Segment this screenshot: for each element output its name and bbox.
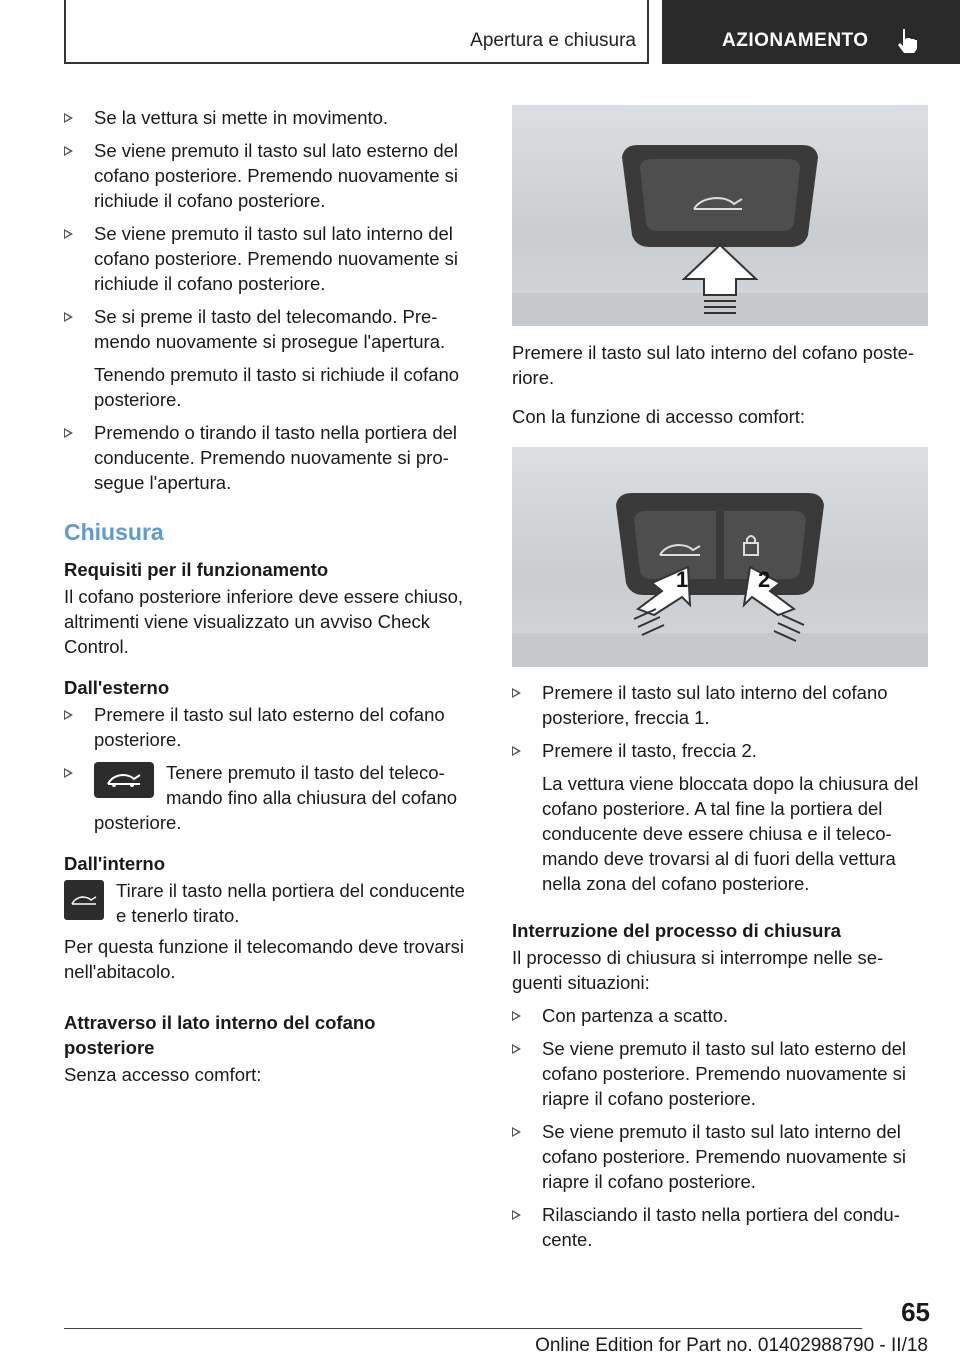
list-item-text: Tenere premuto il tasto del teleco- mando fino alla chiusura del cofano posteriore. [94,762,458,833]
list-item-text: Rilasciando il tasto nella portiera del condu- cente. [542,1204,900,1250]
page-number: 65 [901,1297,930,1327]
list-item-text: Se viene premuto il tasto sul lato interno del cofano posteriore. Premendo nuovamente si richiude il cofano posteriore. [94,223,459,294]
footer-edition: Online Edition for Part no. 01402988790 - II/18 [535,1335,928,1356]
list-item [512,1003,932,1028]
bullet-triangle-icon [512,746,521,756]
interrupt-text: Il processo di chiusura si interrompe nelle se- guenti situazioni: [512,947,884,993]
bullet-triangle-icon [64,113,73,123]
list-item-note: La vettura viene bloccata dopo la chiusura del cofano posteriore. A tal fine la portiera del conducente deve essere chiusa e il teleco- mando deve trovarsi al di fuori della vettura nella zona del cofano posteriore. [542,773,919,894]
inside-note: Per questa funzione il telecomando deve trovarsi nell'abitacolo. [64,936,465,982]
bullet-triangle-icon [64,312,73,322]
list-item [512,1119,932,1194]
bullet-triangle-icon [64,146,73,156]
bullet-triangle-icon [512,1210,521,1220]
trunk-button-photo [512,105,928,326]
list-item [64,138,479,213]
list-item [64,702,479,752]
subheading-interrupt: Interruzione del processo di chiusura [512,920,841,941]
header-section-title: Apertura e chiusura [470,30,636,51]
list-item-text: Se la vettura si mette in movimento. [94,107,389,128]
list-item-text: Premere il tasto, freccia 2. [542,740,757,761]
list-item [64,105,479,130]
arrow-label-2: 2 [758,567,771,592]
left-column [64,105,479,1095]
header-rule-left [64,0,66,64]
comfort-buttons-photo [512,447,928,667]
photo-caption: Premere il tasto sul lato interno del cofano poste- riore. [512,342,915,388]
bullet-triangle-icon [512,688,521,698]
list-item-text: Se viene premuto il tasto sul lato esterno del cofano posteriore. Premendo nuovamente si richiude il cofano posteriore. [94,140,459,211]
bullet-triangle-icon [512,1127,521,1137]
list-item [512,738,932,896]
right-caption-block [512,340,932,437]
bullet-triangle-icon [64,428,73,438]
hand-pointer-icon [893,26,921,54]
header-rule-bottom [64,62,649,64]
header-chapter-label: AZIONAMENTO [722,30,869,51]
list-item-text: Se viene premuto il tasto sul lato interno del cofano posteriore. Premendo nuovamente si riapre il cofano posteriore. [542,1121,907,1192]
list-item [64,420,479,495]
list-item-text: Con partenza a scatto. [542,1005,729,1026]
bullet-triangle-icon [64,710,73,720]
list-item-text: Premere il tasto sul lato interno del cofano posteriore, freccia 1. [542,682,888,728]
list-item [64,304,479,412]
list-item-text: Se viene premuto il tasto sul lato esterno del cofano posteriore. Premendo nuovamente si riapre il cofano posteriore. [542,1038,907,1109]
subheading-requirements: Requisiti per il funzionamento [64,559,329,580]
bullet-triangle-icon [512,1011,521,1021]
list-item-note: Tenendo premuto il tasto si richiude il cofano posteriore. [94,364,460,410]
requirements-text: Il cofano posteriore inferiore deve essere chiuso, altrimenti viene visualizzato un avviso Check Control. [64,586,463,657]
through-text: Senza accesso comfort: [64,1064,262,1085]
subheading-inside: Dall'interno [64,853,166,874]
bullet-triangle-icon [64,229,73,239]
arrow-label-1: 1 [676,567,689,592]
subheading-through-trunk: Attraverso il lato interno del cofano posteriore [64,1012,376,1058]
list-item-text: Premendo o tirando il tasto nella portiera del conducente. Premendo nuovamente si pro- segue l'apertura. [94,422,458,493]
door-trunk-button-icon [64,880,104,920]
list-item [512,1202,932,1252]
bullet-triangle-icon [512,1044,521,1054]
list-item [512,1036,932,1111]
footer-rule [64,1328,862,1329]
list-item-text: Premere il tasto sul lato esterno del cofano posteriore. [94,704,445,750]
bullet-triangle-icon [64,768,73,778]
list-item [64,760,479,835]
inside-instruction: Tirare il tasto nella portiera del conducente e tenerlo tirato. [64,878,479,928]
right-column-lower [512,680,932,1260]
subheading-outside: Dall'esterno [64,677,170,698]
header-rule-mid [647,0,649,64]
list-item-text: Se si preme il tasto del telecomando. Pre- mendo nuovamente si prosegue l'apertura. [94,306,446,352]
section-heading: Chiusura [64,519,164,545]
remote-trunk-button-icon [94,762,154,798]
comfort-access-text: Con la funzione di accesso comfort: [512,406,806,427]
list-item [64,221,479,296]
list-item [512,680,932,730]
